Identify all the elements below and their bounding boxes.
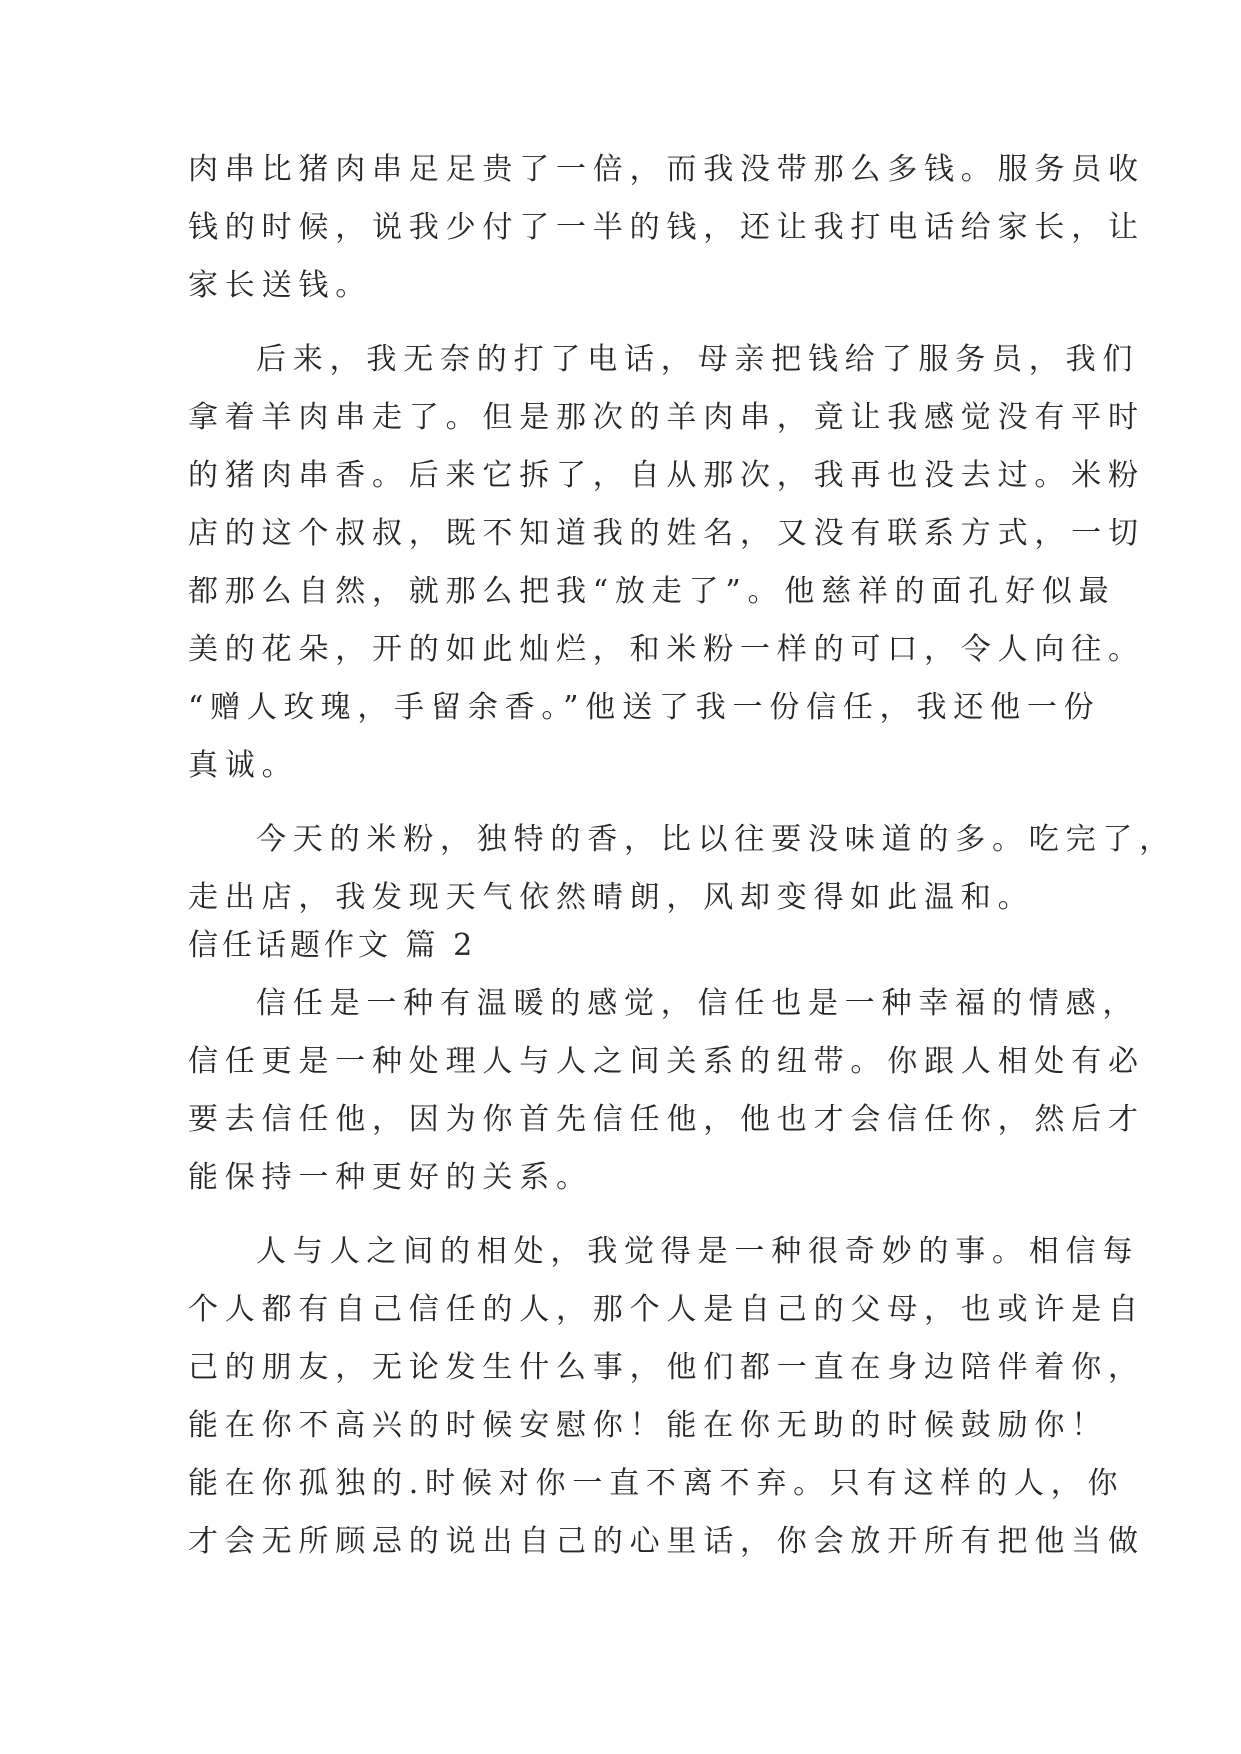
text-line: 真诚。	[188, 748, 299, 783]
text-line: 信任更是一种处理人与人之间关系的纽带。你跟人相处有必	[188, 1044, 1145, 1079]
text-line: 能保持一种更好的关系。	[188, 1160, 593, 1195]
text-line: “赠人玫瑰，手留余香。”他送了我一份信任，我还他一份	[188, 690, 1101, 725]
text-line: 能在你孤独的.时候对你一直不离不弃。只有这样的人，你	[188, 1466, 1125, 1501]
paragraph-first-line: 信任是一种有温暖的感觉，信任也是一种幸福的情感，	[256, 986, 1140, 1021]
text-line: 的猪肉串香。后来它拆了，自从那次，我再也没去过。米粉	[188, 458, 1145, 493]
text-line: 才会无所顾忌的说出自己的心里话，你会放开所有把他当做	[188, 1524, 1145, 1559]
text-line: 钱的时候，说我少付了一半的钱，还让我打电话给家长，让	[188, 210, 1145, 245]
text-line: 走出店，我发现天气依然晴朗，风却变得如此温和。	[188, 880, 1035, 915]
text-line: 肉串比猪肉串足足贵了一倍，而我没带那么多钱。服务员收	[188, 152, 1145, 187]
text-line: 能在你不高兴的时候安慰你！能在你无助的时候鼓励你！	[188, 1408, 1108, 1443]
text-line: 要去信任他，因为你首先信任他，他也才会信任你，然后才	[188, 1102, 1145, 1137]
text-line: 个人都有自己信任的人，那个人是自己的父母，也或许是自	[188, 1292, 1145, 1327]
text-line: 拿着羊肉串走了。但是那次的羊肉串，竟让我感觉没有平时	[188, 400, 1145, 435]
text-line: 家长送钱。	[188, 268, 372, 303]
text-line: 都那么自然，就那么把我“放走了”。他慈祥的面孔好似最	[188, 574, 1116, 609]
paragraph-first-line: 今天的米粉，独特的香，比以往要没味道的多。吃完了，	[256, 822, 1176, 857]
paragraph-first-line: 后来，我无奈的打了电话，母亲把钱给了服务员，我们	[256, 342, 1140, 377]
text-line: 己的朋友，无论发生什么事，他们都一直在身边陪伴着你，	[188, 1350, 1145, 1385]
text-line: 店的这个叔叔，既不知道我的姓名，又没有联系方式，一切	[188, 516, 1145, 551]
text-line: 美的花朵，开的如此灿烂，和米粉一样的可口，令人向往。	[188, 632, 1145, 667]
section-heading: 信任话题作文 篇 2	[188, 928, 477, 963]
paragraph-first-line: 人与人之间的相处，我觉得是一种很奇妙的事。相信每	[256, 1234, 1140, 1269]
